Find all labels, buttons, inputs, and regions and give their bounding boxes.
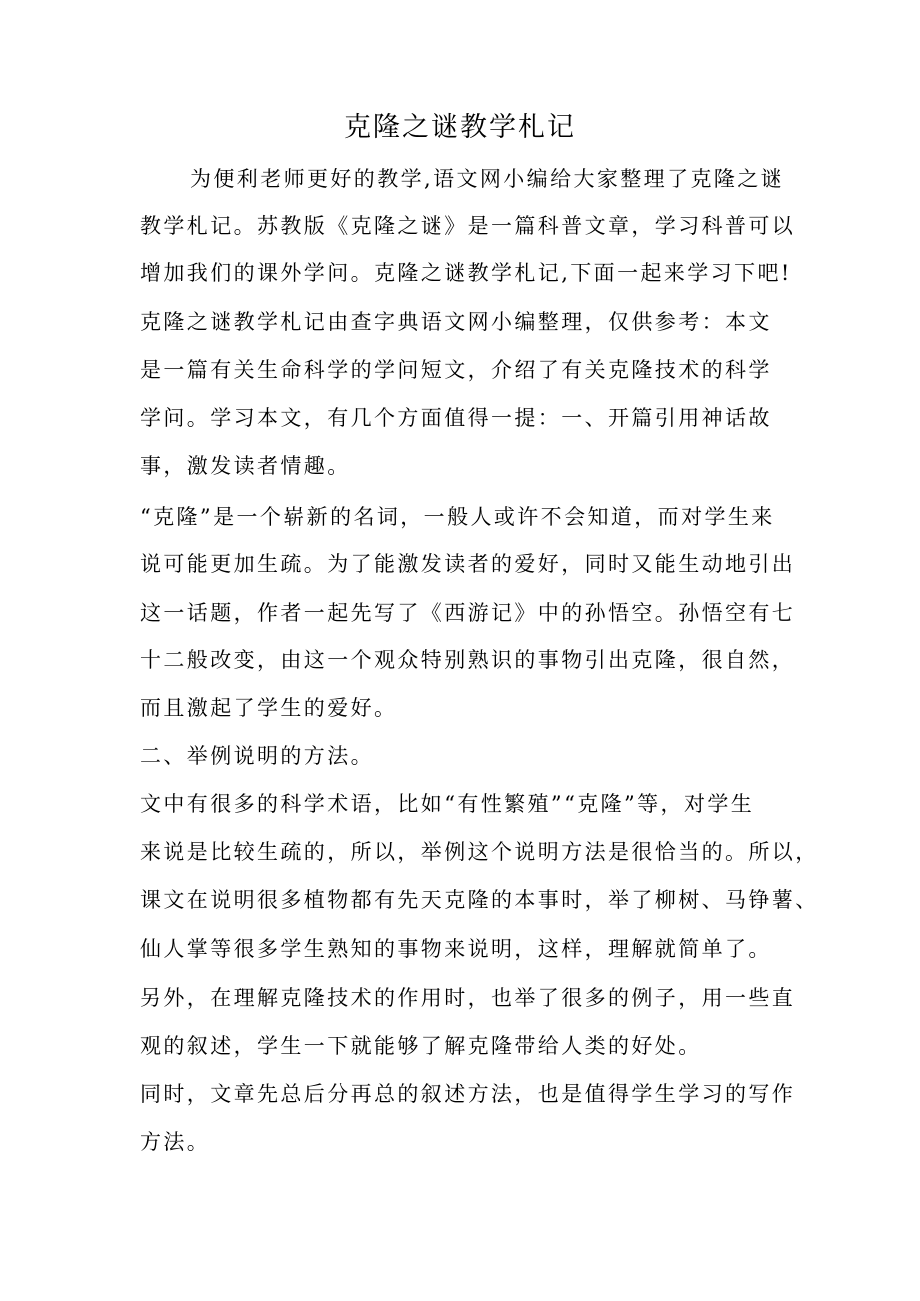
- body-line: 方法。: [140, 1130, 211, 1154]
- body-line: 说可能更加生疏。为了能激发读者的爱好，同时又能生动地引出: [140, 552, 796, 576]
- body-line: 观的叙述，学生一下就能够了解克隆带给人类的好处。: [140, 1034, 702, 1058]
- body-line: 是一篇有关生命科学的学问短文，介绍了有关克隆技术的科学: [140, 358, 772, 382]
- body-line: 教学札记。苏教版《克隆之谜》是一篇科普文章，学习科普可以: [140, 214, 796, 238]
- body-line: 为便利老师更好的教学,语文网小编给大家整理了克隆之谜: [190, 167, 785, 191]
- body-line: 来说是比较生疏的，所以，举例这个说明方法是很恰当的。所以，: [140, 840, 819, 864]
- body-line: 学问。学习本文，有几个方面值得一提：一、开篇引用神话故: [140, 406, 772, 430]
- body-line: 而且激起了学生的爱好。: [140, 696, 398, 720]
- body-line: 课文在说明很多植物都有先天克隆的本事时，举了柳树、马铮薯、: [140, 888, 819, 912]
- body-line: 仙人掌等很多学生熟知的事物来说明，这样，理解就简单了。: [140, 937, 772, 961]
- document-title: 克隆之谜教学札记: [344, 112, 576, 143]
- body-line: 文中有很多的科学术语，比如“有性繁殖”“克隆”等，对学生: [140, 792, 755, 816]
- body-line: 这一话题，作者一起先写了《西游记》中的孙悟空。孙悟空有七: [140, 601, 796, 625]
- body-line: “克隆”是一个崭新的名词，一般人或许不会知道，而对学生来: [140, 505, 775, 529]
- body-line: 增加我们的课外学问。克隆之谜教学札记,下面一起来学习下吧!: [140, 261, 792, 285]
- body-line: 另外，在理解克隆技术的作用时，也举了很多的例子，用一些直: [140, 986, 796, 1010]
- body-line: 事，激发读者情趣。: [140, 454, 351, 478]
- body-line: 克隆之谜教学札记由查字典语文网小编整理，仅供参考：本文: [140, 310, 772, 334]
- section-heading: 二、举例说明的方法。: [140, 744, 374, 768]
- body-line: 同时，文章先总后分再总的叙述方法，也是值得学生学习的写作: [140, 1082, 796, 1106]
- body-line: 十二般改变，由这一个观众特别熟识的事物引出克隆，很自然，: [140, 648, 796, 672]
